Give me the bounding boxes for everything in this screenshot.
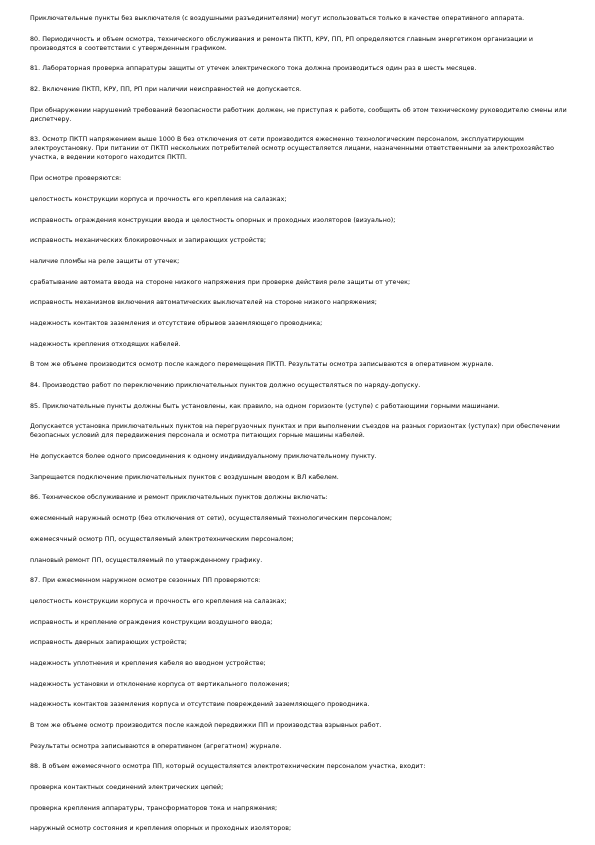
paragraph: 84. Производство работ по переключению приключательных пунктов должно осуществляться по наряду-допуску. [30, 382, 421, 389]
paragraph: исправность дверных запирающих устройств; [30, 639, 187, 647]
paragraph: надежность контактов заземления и отсутствие обрывов заземляющего проводника; [30, 319, 323, 327]
paragraph: 88. В объем ежемесячного осмотра ПП, который осуществляется электротехническим персоналом участка, входит: [30, 763, 426, 771]
paragraph: целостность конструкции корпуса и прочность его крепления на салазках; [30, 597, 287, 605]
paragraph: В том же объеме осмотр производится после каждой передвижки ПП и производства взрывных работ. [30, 722, 382, 729]
paragraph: исправность механических блокировочных и запирающих устройств; [30, 237, 267, 245]
paragraph: исправность и крепление ограждения конструкции воздушного ввода; [30, 618, 273, 626]
paragraph: 82. Включение ПКТП, КРУ, ПП, РП при наличии неисправностей не допускается. [30, 86, 302, 94]
paragraph: исправность ограждения конструкции ввода и целостность опорных и проходных изоляторов (визуально); [30, 216, 396, 224]
paragraph: При обнаружении нарушений требований безопасности работник должен, не приступая к работе, сообщить об этом техническому руководителю смены или диспетчеру. [30, 106, 567, 123]
paragraph: 83. Осмотр ПКТП напряжением выше 1000 В без отключения от сети производится ежесменно технологическим персоналом, эксплуатирующим электроустановку. При питании от ПКТП нескольких потребителей осмотр осуществляется лицами, назначенными ответственными за электрохозяйство участка, в ведении которого находится ПКТП. [30, 136, 555, 162]
paragraph: проверка контактных соединений электрических цепей; [30, 784, 224, 792]
paragraph: срабатывание автомата ввода на стороне низкого напряжения при проверке действия реле защиты от утечек; [30, 278, 411, 286]
paragraph: 86. Техническое обслуживание и ремонт приключательных пунктов должны включать: [30, 494, 328, 502]
paragraph: плановый ремонт ПП, осуществляемый по утвержденному графику. [30, 556, 263, 564]
paragraph: 81. Лабораторная проверка аппаратуры защиты от утечек электрического тока должна производиться один раз в шесть месяцев. [30, 65, 477, 73]
paragraph: Приключательные пункты без выключателя (с воздушными разъединителями) могут использоваться только в качестве оперативного аппарата. [30, 15, 525, 22]
document-page [30, 14, 570, 845]
paragraph: 80. Периодичность и объем осмотра, технического обслуживания и ремонта ПКТП, КРУ, ПП, РП определяются главным энергетиком организации и производятся в соответствии с утвержденным графиком. [30, 35, 534, 52]
paragraph: надежность крепления отходящих кабелей. [30, 340, 181, 348]
paragraph: проверка крепления аппаратуры, трансформаторов тока и напряжения; [30, 804, 278, 812]
paragraph: надежность уплотнения и крепления кабеля во вводном устройстве; [30, 659, 266, 667]
paragraph: целостность конструкции корпуса и прочность его крепления на салазках; [30, 195, 287, 203]
paragraph: надежность установки и отклонение корпуса от вертикального положения; [30, 680, 290, 688]
paragraph: При осмотре проверяются: [30, 175, 122, 183]
paragraph: надежность контактов заземления корпуса и отсутствие повреждений заземляющего проводника. [30, 701, 370, 709]
paragraph: Допускается установка приключательных пунктов на перегрузочных пунктах и при выполнении съездов на разных горизонтах (уступах) при обеспечении безопасных условий для передвижения персонала и осмотра питающих горные машины кабелей. [30, 423, 560, 440]
paragraph: В том же объеме производится осмотр после каждого перемещения ПКТП. Результаты осмотра записываются в оперативном журнале. [30, 361, 494, 369]
paragraph: ежесменный наружный осмотр (без отключения от сети), осуществляемый технологическим персоналом; [30, 515, 393, 523]
paragraph: 87. При ежесменном наружном осмотре сезонных ПП проверяются: [30, 577, 261, 585]
paragraph: Не допускается более одного присоединения к одному индивидуальному приключательному пункту. [30, 453, 377, 461]
paragraph: Результаты осмотра записываются в оперативном (агрегатном) журнале. [30, 742, 282, 750]
paragraph: исправность механизмов включения автоматических выключателей на стороне низкого напряжения; [30, 299, 377, 307]
paragraph: ежемесячный осмотр ПП, осуществляемый электротехническим персоналом; [30, 535, 294, 543]
paragraph: Запрещается подключение приключательных пунктов с воздушным вводом к ВЛ кабелем. [30, 473, 339, 481]
paragraph: 85. Приключательные пункты должны быть установлены, как правило, на одном горизонте (уступе) с работающими горными машинами. [30, 402, 500, 410]
paragraph: наличие пломбы на реле защиты от утечек; [30, 257, 180, 265]
paragraph: наружный осмотр состояния и крепления опорных и проходных изоляторов; [30, 825, 292, 833]
